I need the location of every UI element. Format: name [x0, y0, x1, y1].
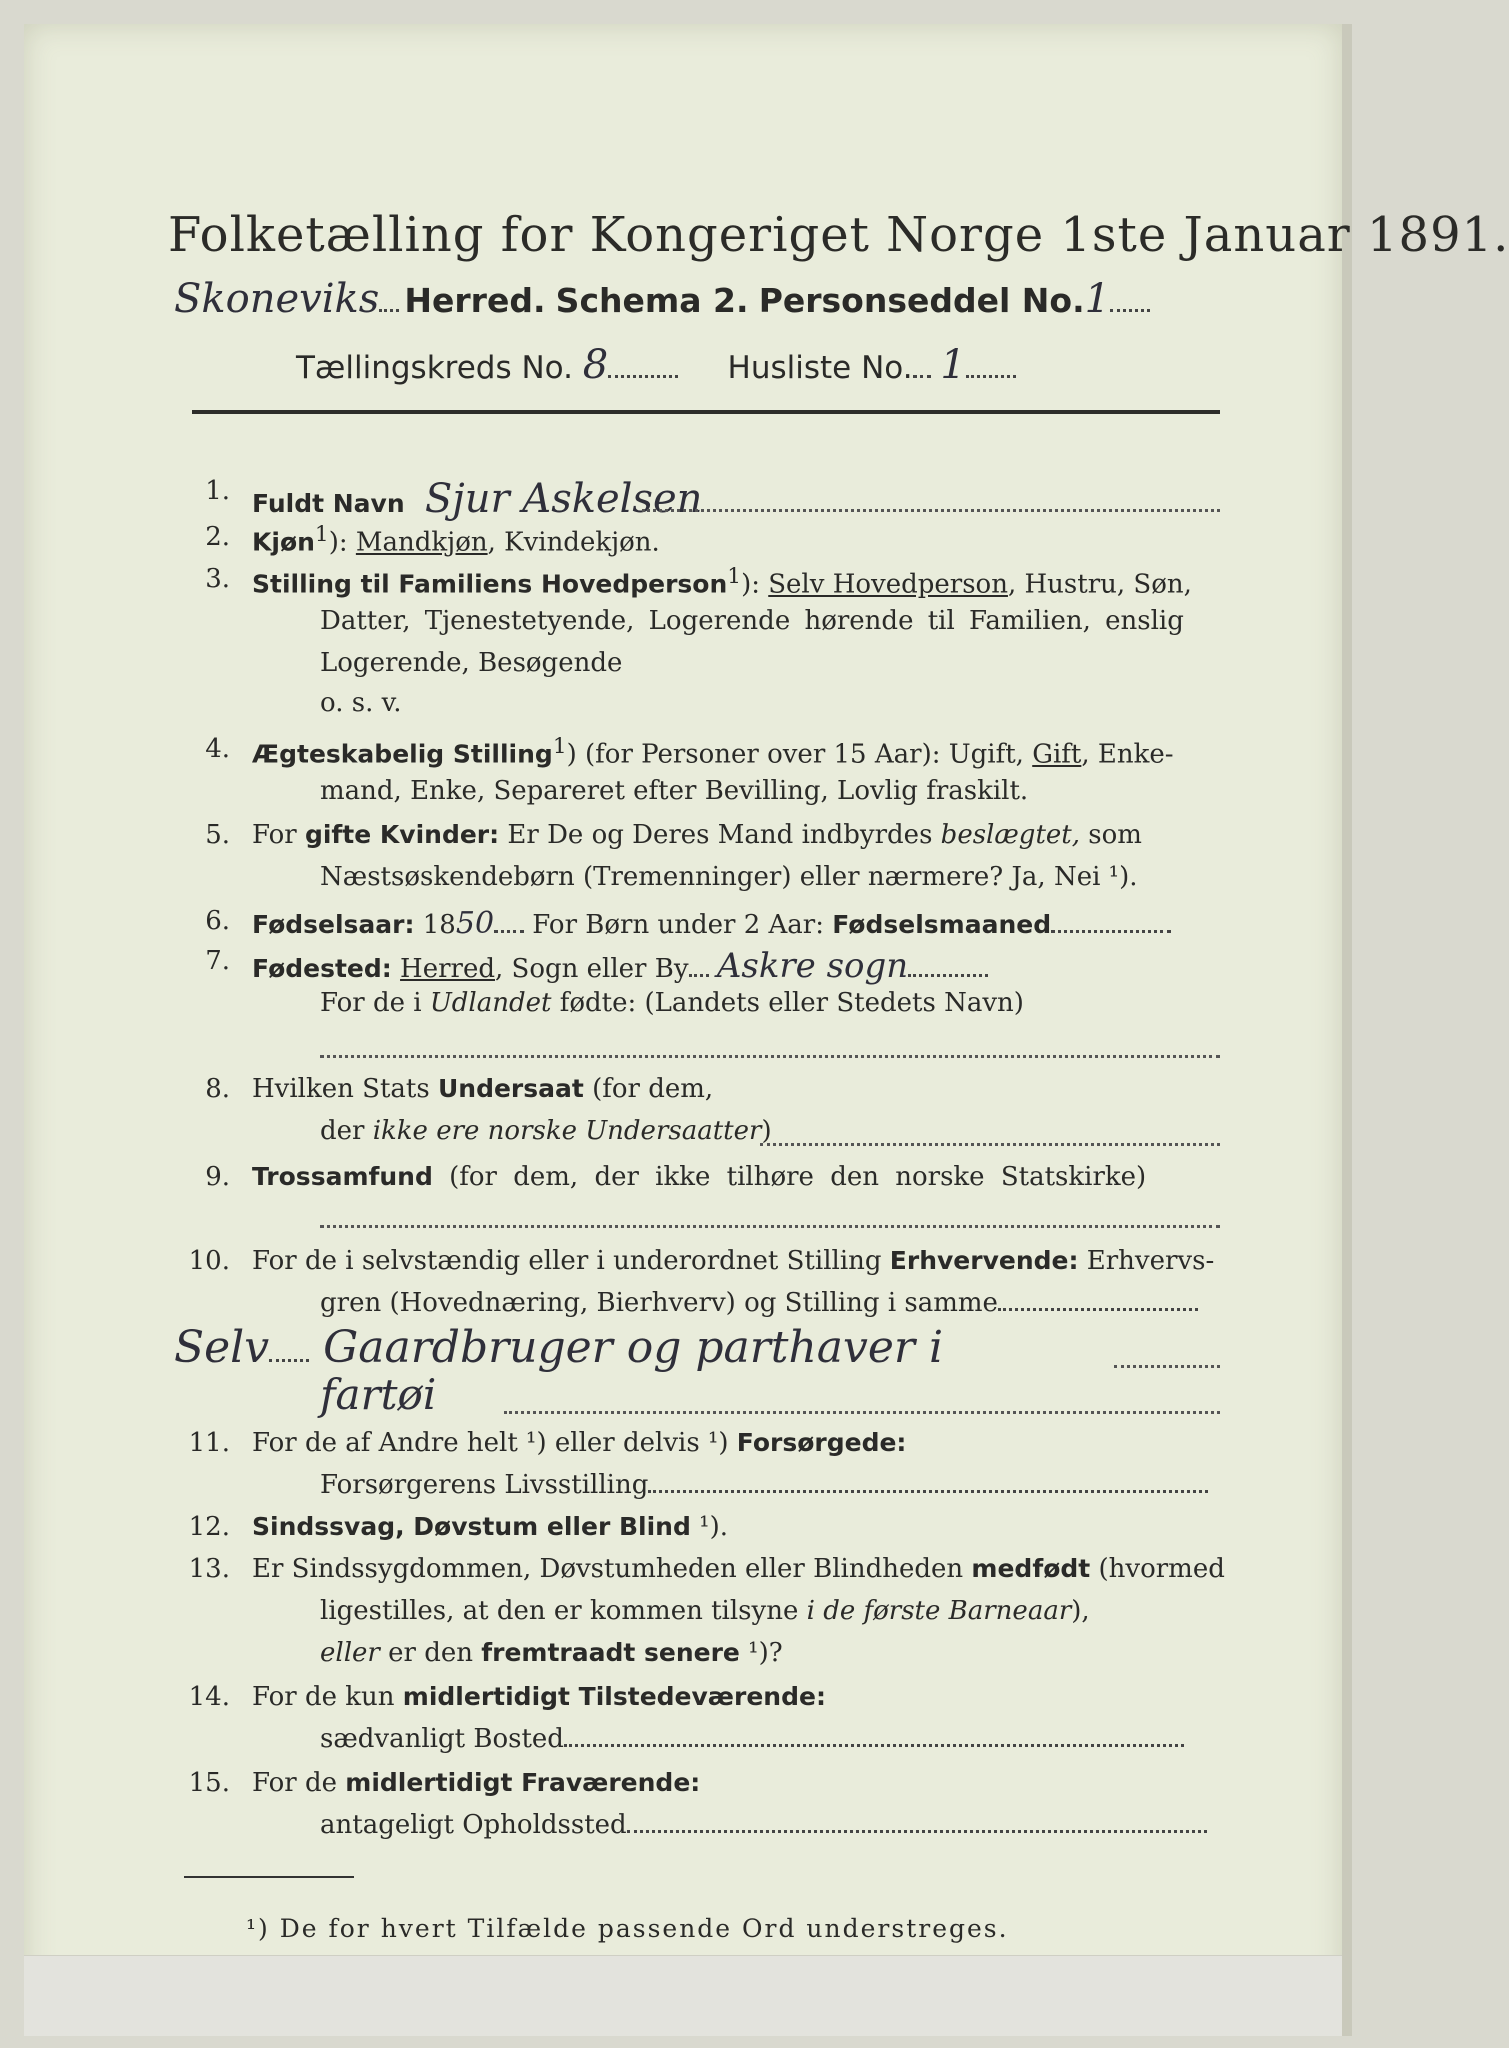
- option-selv-hovedperson: Selv Hovedperson: [768, 569, 1008, 600]
- occupation-handwritten-line2: fartøi: [320, 1370, 437, 1419]
- field-7-dots: [320, 1054, 1220, 1058]
- form-title: Folketælling for Kongeriget Norge 1ste Januar 1891.: [168, 207, 1509, 263]
- husliste-label: Husliste No.: [727, 350, 913, 386]
- footnote-rule: [184, 1876, 354, 1878]
- field-1-answer: Sjur Askelsen: [424, 476, 703, 522]
- option-mandkjon: Mandkjøn: [355, 527, 488, 558]
- schema-label: Schema 2.: [555, 281, 749, 320]
- option-gift: Gift: [1032, 739, 1082, 770]
- husliste-handwritten: 1: [940, 342, 966, 388]
- personseddel-handwritten: 1: [1084, 276, 1111, 322]
- footnote: ¹) De for hvert Tilfælde passende Ord understreges.: [246, 1914, 1009, 1943]
- field-1-dots: [642, 508, 1220, 512]
- kreds-label: Tællingskreds No.: [296, 350, 573, 386]
- herred-label: Herred.: [404, 281, 546, 320]
- header-rule: [192, 410, 1220, 414]
- personseddel-label: Personseddel No.: [758, 281, 1085, 320]
- field-1-label: Fuldt Navn: [252, 489, 405, 518]
- option-herred: Herred: [400, 954, 495, 984]
- birth-year-handwritten: 50: [455, 906, 495, 941]
- page-bottom-edge: [24, 1955, 1342, 2036]
- birthplace-handwritten: Askre sogn: [716, 946, 909, 986]
- occupation-handwritten-line1: Selv Gaardbruger og parthaver i: [174, 1322, 944, 1373]
- kreds-handwritten: 8: [582, 342, 609, 388]
- census-form: Folketælling for Kongeriget Norge 1ste Januar 1891. Skoneviks Herred. Schema 2. Personseddel No.1 Tællingskreds No. 8 Husliste No. 1 1. Fuldt Navn Sjur Askelsen 2. Kjøn$^1$): Mandkjøn, Kvindekjøn. 3. Stilling til Familiens Hovedperson$^1$): Selv Hovedperson, Hustru, Søn, Datter, Tjenestetyende, Logerende hørende til Familien, enslig Logerende, Besøgende o. s. v. 4. Ægteskabelig Stilling$^1$) (for Personer over 15 Aar): Ugift, Gift, Enke- mand, Enke, Separeret efter Bevilling, Lovlig fraskilt. 5. For gifte Kvinder: Er De og Deres Mand indbyrdes beslægtet, som Næstsøskendebørn (Tremenninger) eller nærmere? Ja, Nei ¹). 6. Fødselsaar: 1850 For Børn under 2 Aar: Fødselsmaaned 7. Fødested: Herred, Sogn eller By Askre sogn For de i Udlandet fødte: (Landets eller Stedets Navn) 8. Hvilken Stats Undersaat (for dem, der ikke ere norske Undersaatter) 9. Trossamfund (for dem, der ikke tilhøre den norske Statskirke) 10. For de i selvstændig eller i underordnet Stilling Erhvervende: Erhvervs- gren (Hovednæring, Bierhverv) og Stilling i samme Selv Gaardbruger og parthaver i fartøi 11. For de af Andre helt ¹) eller delvis ¹) Forsørgede: Forsørgerens Livsstilling 12. Sindssvag, Døvstum eller Blind ¹). 13. Er Sindssygdommen, Døvstumheden eller Blindheden medfødt (hvormed ligestilles, at den er kommen tilsyne i de første Barneaar), eller er den fremtraadt senere ¹)? 14. For de kun midlertidigt Tilstedeværende: sædvanligt Bosted 15. For de midlertidigt Fraværende: antageligt Opholdssted ¹) De for hvert Tilfælde passende Ord understreges.: [24, 24, 1352, 2036]
- herred-handwritten: Skoneviks: [174, 276, 380, 322]
- header-line-1: [174, 276, 1150, 322]
- header-line-2: [296, 342, 1016, 388]
